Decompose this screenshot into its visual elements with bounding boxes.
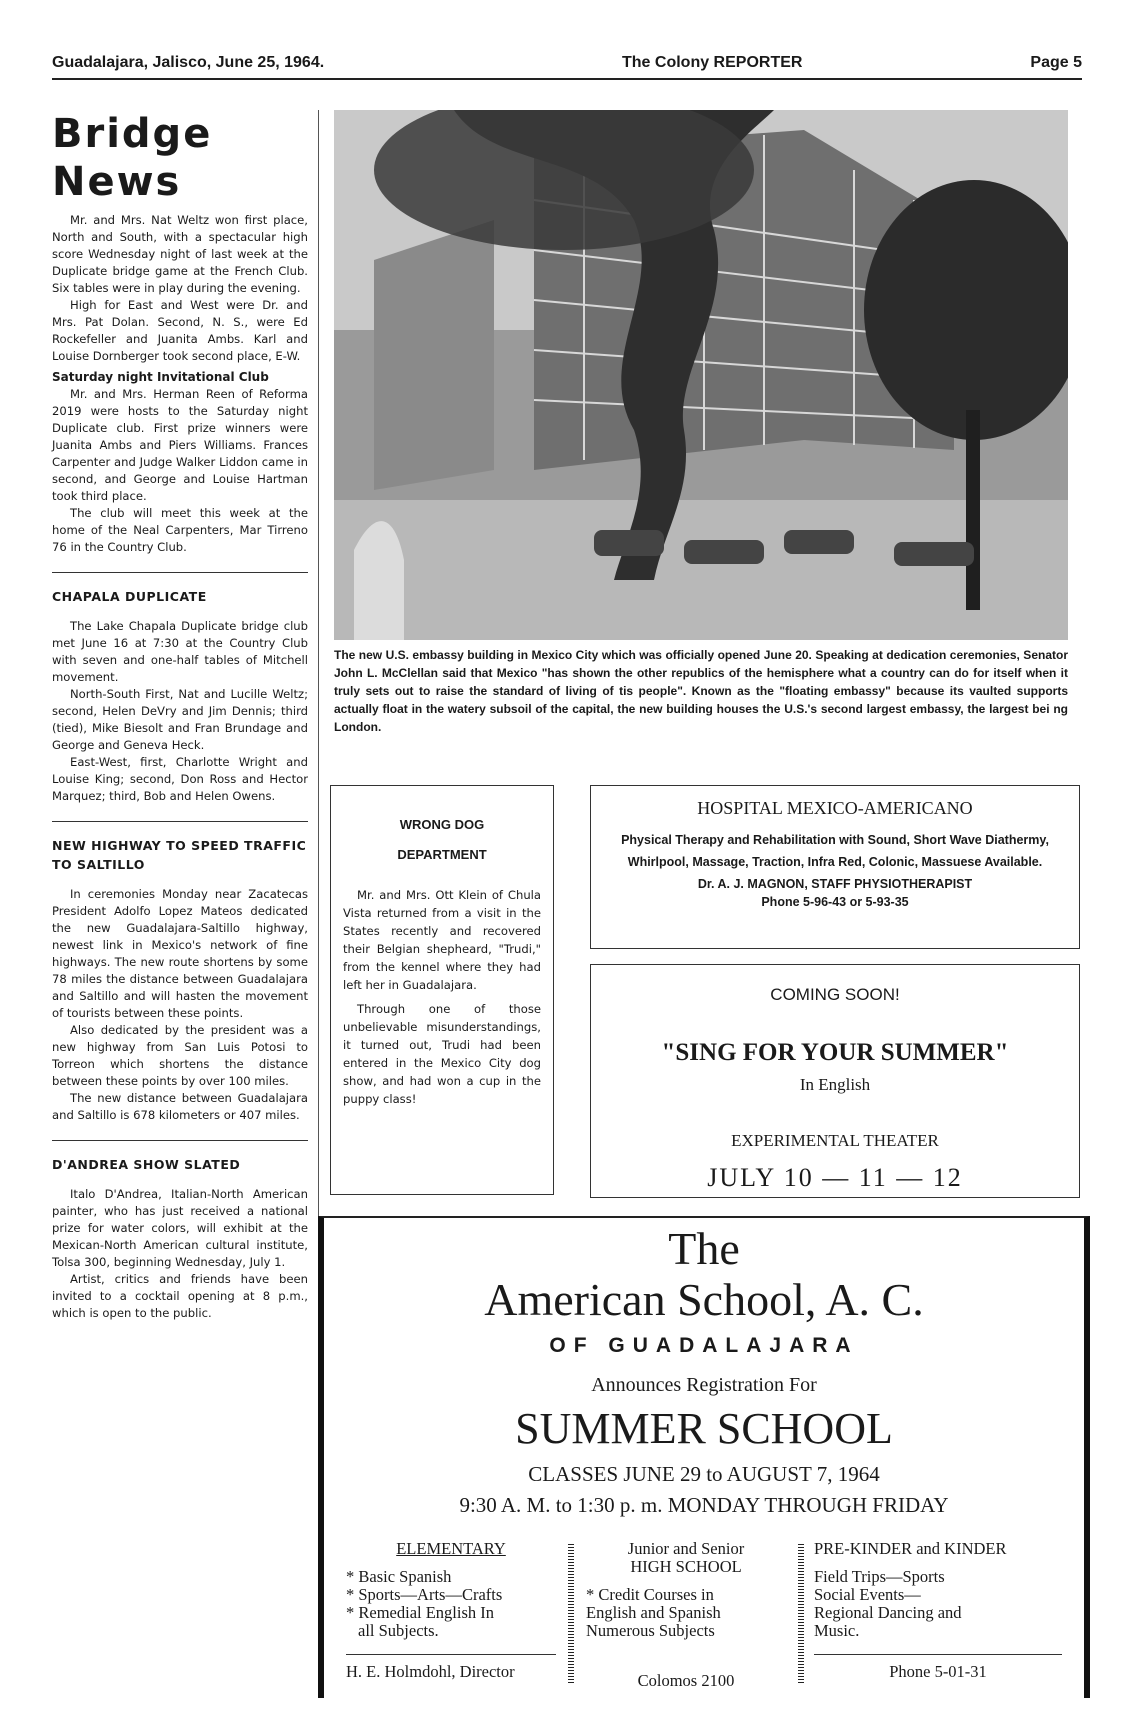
newspaper-name: The Colony REPORTER [622,54,803,71]
elementary-heading: ELEMENTARY [396,1539,506,1558]
wrong-dog-title-line2: DEPARTMENT [397,847,487,862]
dandrea-paragraph: Artist, critics and friends have been invited to a cocktail opening at 8 p.m., which is open to the public. [52,1272,308,1320]
kinder-item: Regional Dancing and [814,1603,962,1622]
column-separator [568,1544,574,1684]
kinder-item: Music. [814,1621,860,1640]
chapala-heading: CHAPALA DUPLICATE [52,572,308,606]
hospital-staff: Dr. A. J. MAGNON, STAFF PHYSIOTHERAPIST [697,877,973,891]
kinder-column [814,1540,1062,1681]
bridge-paragraph: Mr. and Mrs. Herman Reen of Reforma 2019 were hosts to the Saturday night Duplicate club. First prize winners were Juanita Ambs and Piers Williams. Frances Carpenter and Judge Walker Liddon came in second, and George and Louise Hartman took third place. [52,387,308,503]
highway-paragraph: The new distance between Guadalajara and Saltillo is 678 kilometers or 407 miles. [52,1091,308,1122]
school-director: H. E. Holmdohl, Director [346,1654,556,1681]
left-column [52,110,308,1322]
elementary-item: all Subjects. [358,1621,439,1640]
wrong-dog-title [331,810,553,870]
highway-paragraph: In ceremonies Monday near Zacatecas President Adolfo Lopez Mateos dedicated the new Guadalajara-Saltillo highway, newest link in Mexico's network of fine highways. The new route shortens by some 78 miles the distance between Guadalajara and Saltillo and will hasten the movement of tourists between these points. [52,887,308,1020]
high-school-item: * Credit Courses in [586,1585,714,1604]
bridge-paragraph: Mr. and Mrs. Nat Weltz won first place, North and South, with a spectacular high score Wednesday night of last week at the Duplicate bridge game at the French Club. Six tables were in play during the evening. [52,213,308,295]
american-school-ad [318,1216,1090,1698]
high-school-heading-2: HIGH SCHOOL [630,1557,742,1576]
wrong-dog-title-line1: WRONG DOG [399,817,485,832]
dandrea-heading: D'ANDREA SHOW SLATED [52,1140,308,1174]
elementary-item: * Sports—Arts—Crafts [346,1585,503,1604]
high-school-column [586,1540,786,1690]
wrong-dog-box [330,785,554,1195]
class-hours: 9:30 A. M. to 1:30 p. m. MONDAY THROUGH FRIDAY [459,1493,949,1517]
program-columns [346,1540,1062,1690]
highway-heading: NEW HIGHWAY TO SPEED TRAFFIC TO SALTILLO [52,821,308,874]
school-address: Colomos 2100 [637,1671,735,1690]
invitational-subhead: Saturday night Invitational Club [52,370,269,384]
chapala-paragraph: The Lake Chapala Duplicate bridge club met June 16 at 7:30 at the Country Club with seven and one-half tables of Mitchell movement. [52,619,308,684]
elementary-item: * Basic Spanish [346,1567,452,1586]
kinder-heading: PRE-KINDER and KINDER [814,1539,1007,1558]
hospital-name: HOSPITAL MEXICO-AMERICANO [697,798,973,818]
wrong-dog-text [331,886,553,1108]
chapala-paragraph: North-South First, Nat and Lucille Weltz; second, Helen DeVry and Jim Dennis; third (tied), Mike Biesolt and Fran Brundage and George and Geneva Heck. [52,687,308,752]
photo-caption: The new U.S. embassy building in Mexico City which was officially opened June 20. Speaking at dedication ceremonies, Senator John L. McClellan said that Mexico "has shown the other republics of the hemisphere what a country can do for itself when it truly sets out to raise the standard of living of tis people". Known as the "floating embassy" because its vaulted supports actually float in the watery subsoil of the capital, the new building houses the U.S.'s second largest embassy, the largest bei ng London. [334,648,1068,734]
coming-soon-ad [590,964,1080,1198]
show-language: In English [799,1075,871,1094]
hospital-phone: Phone 5-96-43 or 5-93-35 [761,895,909,909]
bridge-paragraph: The club will meet this week at the home of the Neal Carpenters, Mar Tirreno 76 in the Country Club. [52,506,308,554]
high-school-item: Numerous Subjects [586,1621,715,1640]
embassy-photo [334,110,1068,640]
registration-line: Announces Registration For [591,1374,817,1396]
page-header [52,52,1082,80]
class-dates: CLASSES JUNE 29 to AUGUST 7, 1964 [528,1462,880,1486]
highway-paragraph: Also dedicated by the president was a new highway from San Luis Potosi to Torreon which shortens the distance between these points by over 100 miles. [52,1023,308,1088]
dandrea-paragraph: Italo D'Andrea, Italian-North American painter, who has just received a national prize for water colors, will exhibit at the Mexican-North American cultural institute, Tolsa 300, beginning Wednesday, July 1. [52,1187,308,1269]
show-title: "SING FOR YOUR SUMMER" [661,1039,1009,1066]
summer-school-heading: SUMMER SCHOOL [515,1404,893,1453]
chapala-paragraph: East-West, first, Charlotte Wright and Louise King; second, Don Ross and Hector Marquez; third, Bob and Helen Owens. [52,755,308,803]
bridge-paragraph: High for East and West were Dr. and Mrs. Pat Dolan. Second, N. S., were Ed Rockefeller and Juanita Ambs. Karl and Louise Dornberger took second place, E-W. [52,298,308,363]
hospital-ad [590,785,1080,949]
wrong-dog-paragraph: Through one of those unbelievable misunderstandings, it turned out, Trudi had been entered in the Mexico City dog show, and had won a cup in the puppy class! [343,1002,541,1106]
school-phone: Phone 5-01-31 [814,1654,1062,1681]
show-dates: JULY 10 — 11 — 12 [707,1163,963,1192]
bridge-news-title: Bridge News [52,111,213,205]
ad-the: The [668,1223,740,1274]
high-school-heading-1: Junior and Senior [627,1539,745,1558]
dateline: Guadalajara, Jalisco, June 25, 1964. [52,54,325,71]
embassy-photo-image [334,110,1068,640]
page-number: Page 5 [1030,54,1082,71]
school-name: American School, A. C. [484,1274,924,1325]
kinder-item: Social Events— [814,1585,921,1604]
coming-soon-label: COMING SOON! [770,985,900,1004]
hospital-services: Physical Therapy and Rehabilitation with Sound, Short Wave Diathermy, Whirlpool, Massage, Traction, Infra Red, Colonic, Massuese Available. [621,833,1049,869]
wrong-dog-paragraph: Mr. and Mrs. Ott Klein of Chula Vista returned from a visit in the States recently and recovered their Belgian shepheard, "Trudi," from the kennel where they had left her in Guadalajara. [343,888,541,992]
column-separator [798,1544,804,1684]
high-school-item: English and Spanish [586,1603,721,1622]
elementary-item: * Remedial English In [346,1603,495,1622]
elementary-column [346,1540,556,1681]
show-venue: EXPERIMENTAL THEATER [731,1131,939,1150]
school-location: OF GUADALAJARA [549,1334,859,1357]
kinder-item: Field Trips—Sports [814,1567,945,1586]
